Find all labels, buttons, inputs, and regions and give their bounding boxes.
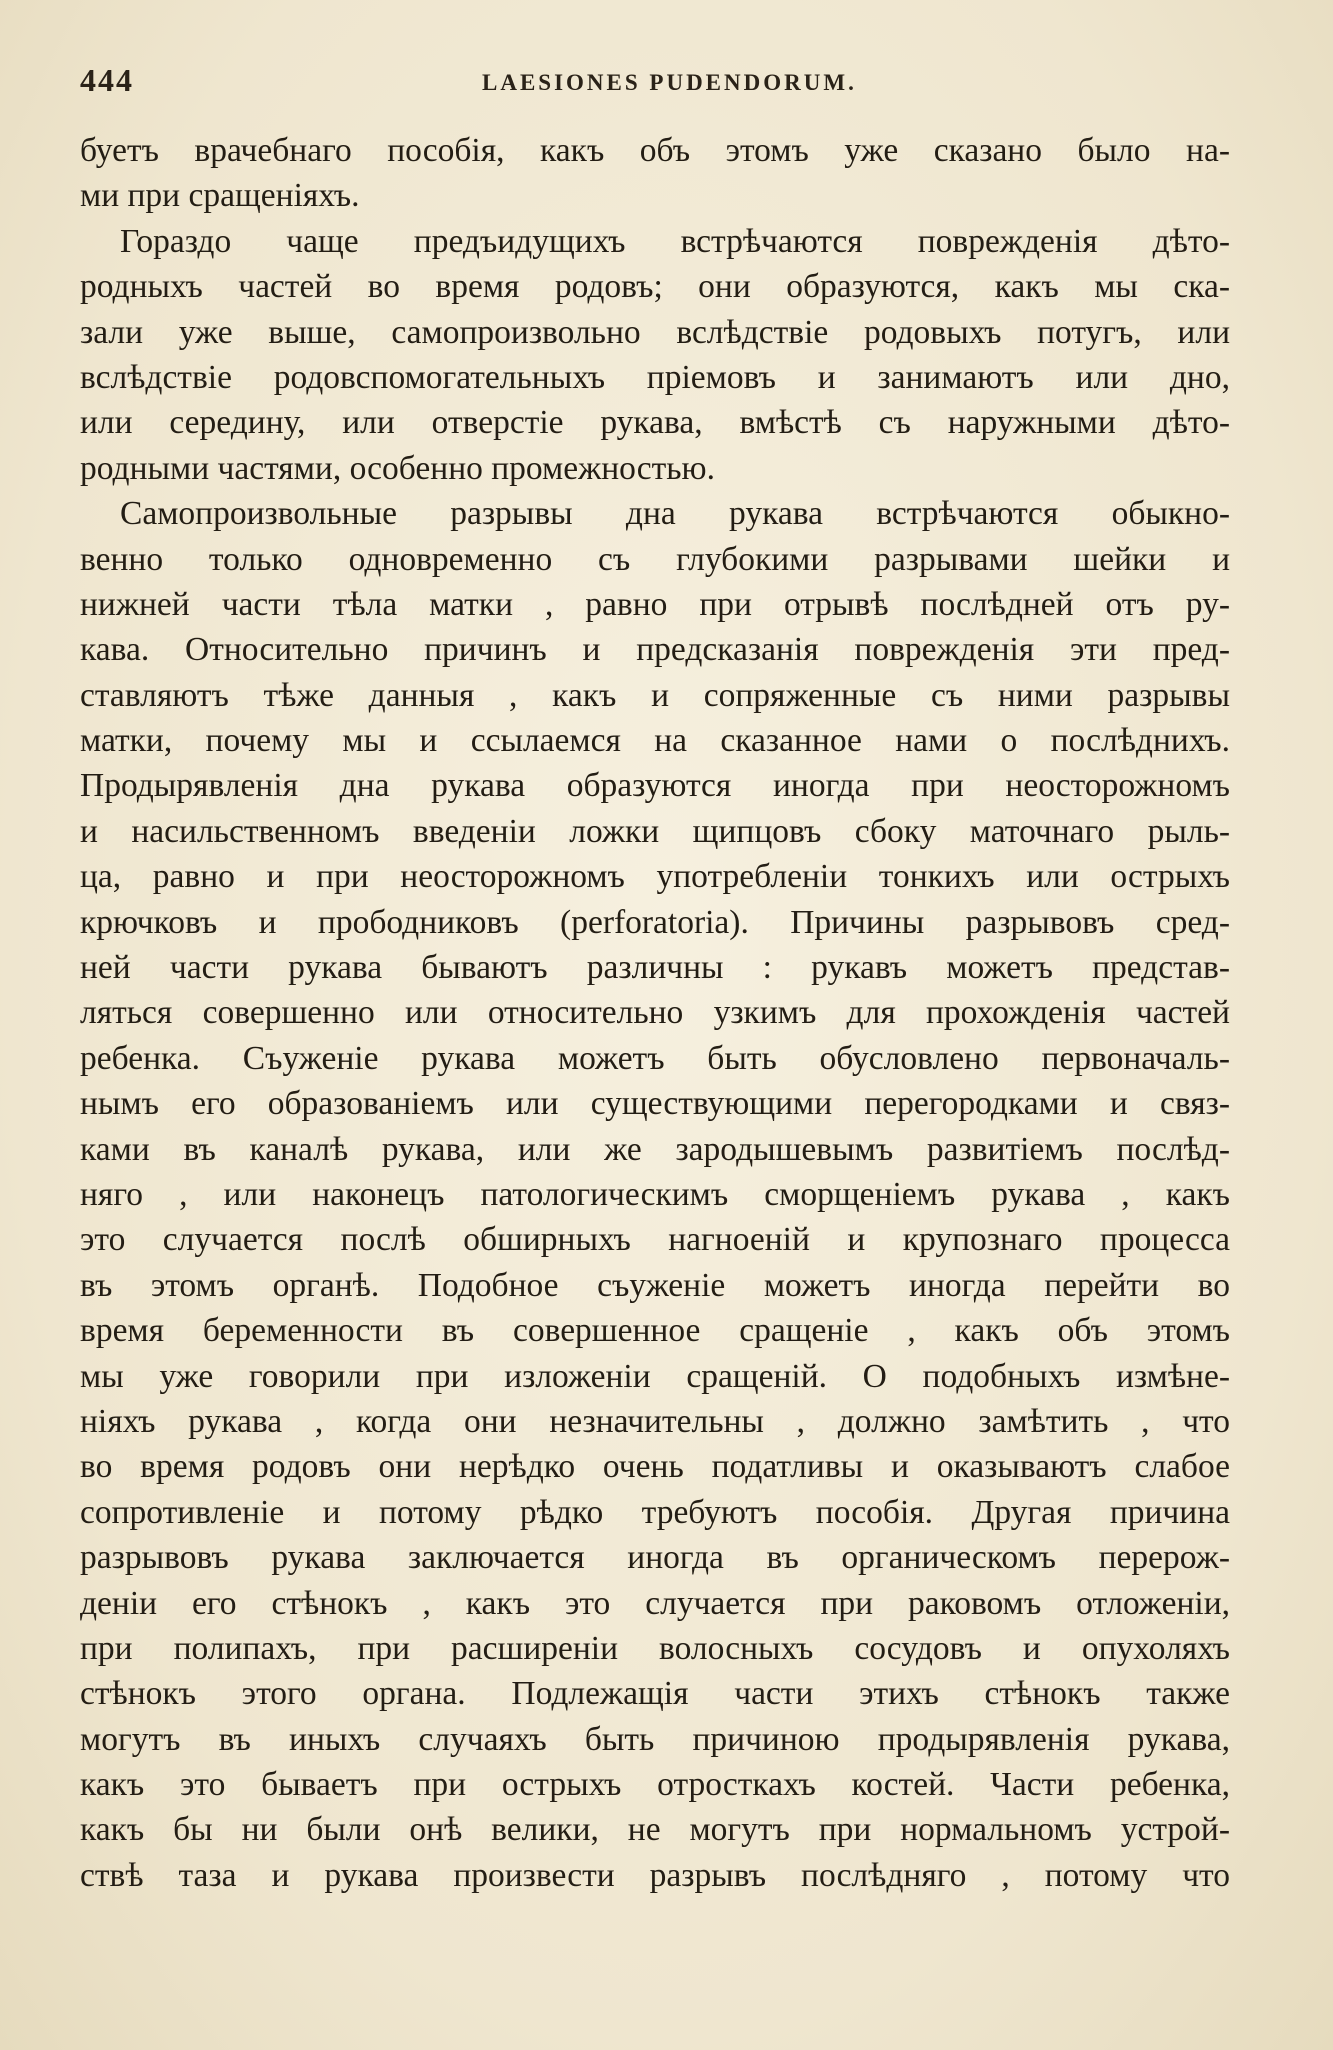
text-line: деніи его стѣнокъ , какъ это случается при раковомъ отложеніи, [80, 1584, 1230, 1622]
text-line: ребенка. Съуженіе рукава можетъ быть обусловлено первоначаль- [80, 1039, 1230, 1077]
text-line: ней части рукава бываютъ различны : рукавъ можетъ представ- [80, 949, 1230, 987]
text-line: какъ это бываетъ при острыхъ отросткахъ костей. Части ребенка, [80, 1766, 1230, 1804]
body-text [80, 128, 1230, 1898]
text-line: ствѣ таза и рукава произвести разрывъ послѣдняго , потому что [80, 1856, 1230, 1894]
text-line: во время родовъ они нерѣдко очень податливы и оказываютъ слабое [80, 1448, 1230, 1486]
running-title: LAESIONES PUDENDORUM. [482, 70, 857, 95]
text-line: стѣнокъ этого органа. Подлежащія части этихъ стѣнокъ также [80, 1675, 1230, 1713]
text-line: Гораздо чаще предъидущихъ встрѣчаются поврежденія дѣто- [120, 222, 1230, 260]
text-line: ми при сращеніяхъ. [80, 177, 360, 215]
text-line: нижней части тѣла матки , равно при отрывѣ послѣдней отъ ру- [80, 585, 1230, 623]
text-line: матки, почему мы и ссылаемся на сказанное нами о послѣднихъ. [80, 722, 1230, 760]
text-line: или середину, или отверстіе рукава, вмѣстѣ съ наружными дѣто- [80, 404, 1230, 442]
text-line: родными частями, особенно промежностью. [80, 449, 715, 487]
text-line: няго , или наконецъ патологическимъ сморщеніемъ рукава , какъ [80, 1175, 1230, 1213]
text-line: Самопроизвольные разрывы дна рукава встрѣчаются обыкно- [120, 495, 1230, 533]
text-line: сопротивленіе и потому рѣдко требуютъ пособія. Другая причина [80, 1493, 1230, 1531]
text-line: мы уже говорили при изложеніи сращеній. О подобныхъ измѣне- [80, 1357, 1230, 1395]
text-line: вслѣдствіе родовспомогательныхъ пріемовъ и занимаютъ или дно, [80, 358, 1230, 396]
running-head [80, 62, 1230, 102]
text-line: ляться совершенно или относительно узкимъ для прохожденія частей [80, 994, 1230, 1032]
text-line: могутъ въ иныхъ случаяхъ быть причиною продырявленія рукава, [80, 1720, 1230, 1758]
text-line: ца, равно и при неосторожномъ употребленіи тонкихъ или острыхъ [80, 858, 1230, 896]
text-line: ками въ каналѣ рукава, или же зародышевымъ развитіемъ послѣд- [80, 1130, 1230, 1168]
text-line: ніяхъ рукава , когда они незначительны , должно замѣтить , что [80, 1402, 1230, 1440]
text-line: венно только одновременно съ глубокими разрывами шейки и [80, 540, 1230, 578]
text-line: крючковъ и прободниковъ (perforatoria). Причины разрывовъ сред- [80, 903, 1230, 941]
text-line: зали уже выше, самопроизвольно вслѣдствіе родовыхъ потугъ, или [80, 313, 1230, 351]
text-line: время беременности въ совершенное сращеніе , какъ объ этомъ [80, 1312, 1230, 1350]
text-line: кава. Относительно причинъ и предсказанія поврежденія эти пред- [80, 631, 1230, 669]
text-line: какъ бы ни были онѣ велики, не могутъ при нормальномъ устрой- [80, 1811, 1230, 1849]
page-number: 444 [80, 62, 134, 98]
text-line: нымъ его образованіемъ или существующими перегородками и связ- [80, 1085, 1230, 1123]
text-line: Продырявленія дна рукава образуются иногда при неосторожномъ [80, 767, 1230, 805]
text-line: въ этомъ органѣ. Подобное съуженіе можетъ иногда перейти во [80, 1266, 1230, 1304]
text-line: разрывовъ рукава заключается иногда въ органическомъ перерож- [80, 1539, 1230, 1577]
text-line: ставляютъ тѣже данныя , какъ и сопряженные съ ними разрывы [80, 676, 1230, 714]
text-line: это случается послѣ обширныхъ нагноеній и крупознаго процесса [80, 1221, 1230, 1259]
text-line: буетъ врачебнаго пособія, какъ объ этомъ уже сказано было на- [80, 132, 1230, 169]
text-line: родныхъ частей во время родовъ; они образуются, какъ мы ска- [80, 268, 1230, 306]
text-line: при полипахъ, при расширеніи волосныхъ сосудовъ и опухоляхъ [80, 1629, 1230, 1667]
text-line: и насильственномъ введеніи ложки щипцовъ сбоку маточнаго рыль- [80, 812, 1230, 850]
